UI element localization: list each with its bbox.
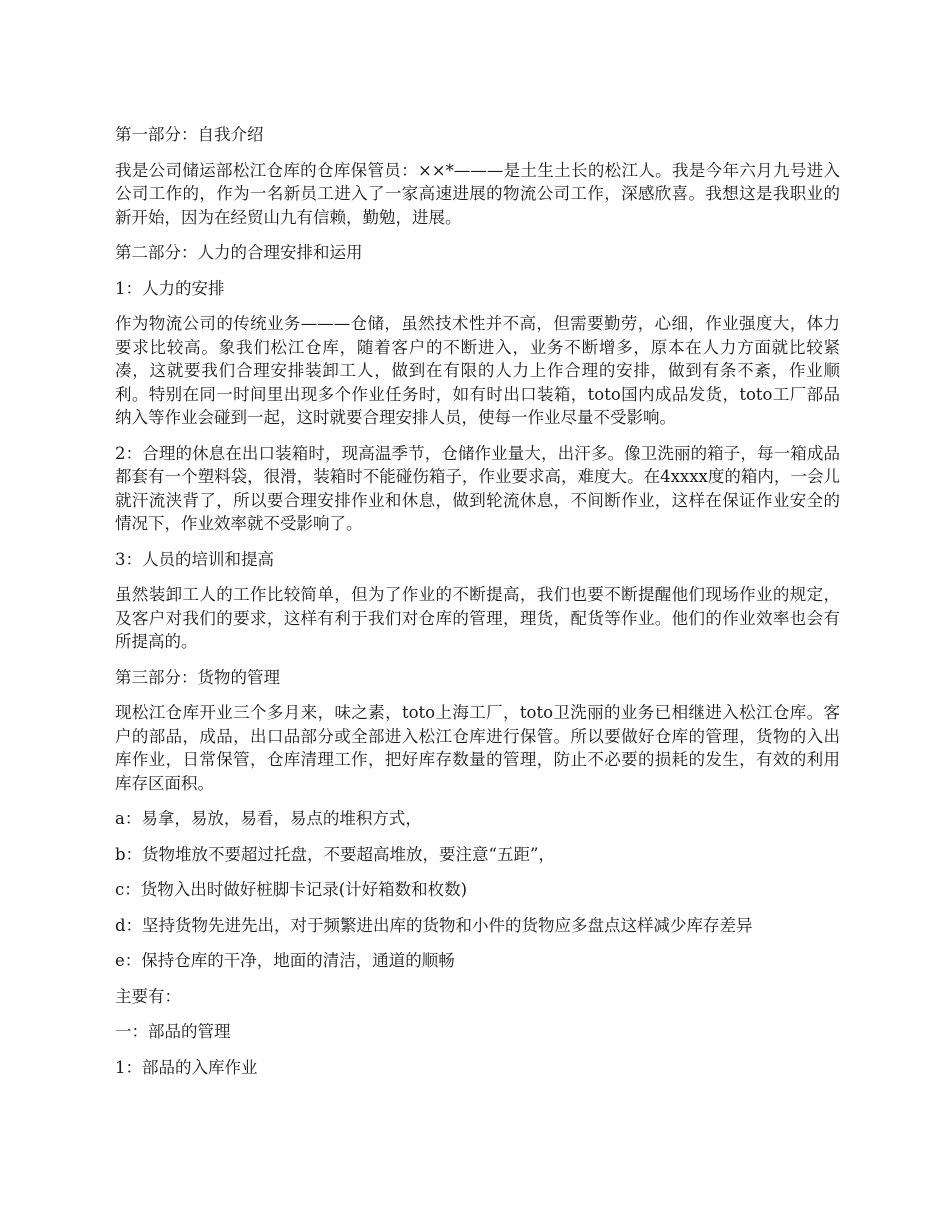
subheading-parts-inbound: 1：部品的入库作业 <box>115 1057 258 1077</box>
paragraph-main-items: 主要有： <box>115 986 181 1006</box>
subheading-parts-management: 一：部品的管理 <box>115 1022 231 1041</box>
paragraph-goods-management: 现松江仓库开业三个多月来，味之素，toto上海工厂，toto卫洗丽的业务已相继进入松江仓库。客户的部品，成品，出口品部分或全部进入松江仓库进行保管。所以要做好仓库的管理，货物的入出库作业，日常保管，仓库清理工作，把好库存数量的管理，防止不必要的损耗的发生，有效的利用库存区面积。 <box>115 703 840 793</box>
list-item-b: b：货物堆放不要超过托盘，不要超高堆放，要注意“五距”， <box>115 844 555 864</box>
list-item-d: d：坚持货物先进先出，对于频繁进出库的货物和小件的货物应多盘点这样减少库存差异 <box>115 915 753 935</box>
paragraph-rest-arrangement: 2：合理的休息在出口装箱时，现高温季节，仓储作业量大，出汗多。像卫洗丽的箱子，每一箱成品都套有一个塑料袋，很滑，装箱时不能碰伤箱子，作业要求高，难度大。在4xxxx度的箱内，一会儿就汗流浃背了，所以要合理安排作业和休息，做到轮流休息，不间断作业，这样在保证作业安全的情况下，作业效率就不受影响了。 <box>115 443 840 533</box>
subheading-manpower-arrangement: 1：人力的安排 <box>115 278 225 298</box>
list-item-a: a：易拿，易放，易看，易点的堆积方式， <box>115 809 422 828</box>
paragraph-training: 虽然装卸工人的工作比较简单，但为了作业的不断提高，我们也要不断提醒他们现场作业的规定，及客户对我们的要求，这样有利于我们对仓库的管理，理货，配货等作业。他们的作业效率也会有所提高的。 <box>115 585 840 651</box>
section-heading-manpower: 第二部分：人力的合理安排和运用 <box>115 243 363 262</box>
subheading-training: 3：人员的培训和提高 <box>115 549 274 569</box>
section-heading-goods-management: 第三部分：货物的管理 <box>115 667 280 687</box>
list-item-e: e：保持仓库的干净，地面的清洁，通道的顺畅 <box>115 951 455 970</box>
section-heading-self-intro: 第一部分：自我介绍 <box>115 125 264 144</box>
paragraph-self-intro: 我是公司储运部松江仓库的仓库保管员：××*———是土生土长的松江人。我是今年六月九号进入公司工作的，作为一名新员工进入了一家高速进展的物流公司工作，深感欣喜。我想这是我职业的新开始，因为在经贸山九有信赖，勤勉，进展。 <box>115 160 840 227</box>
list-item-c: c：货物入出时做好桩脚卡记录(计好箱数和枚数) <box>115 880 468 899</box>
document-body <box>115 123 840 1091</box>
paragraph-manpower-arrangement: 作为物流公司的传统业务———仓储，虽然技术性并不高，但需要勤劳，心细，作业强度大，体力要求比较高。象我们松江仓库，随着客户的不断进入，业务不断增多，原本在人力方面就比较紧凑，这就要我们合理安排装卸工人，做到在有限的人力上作合理的安排，做到有条不紊，作业顺利。特别在同一时间里出现多个作业任务时，如有时出口装箱，toto国内成品发货，toto工厂部品纳入等作业会碰到一起，这时就要合理安排人员，使每一作业尽量不受影响。 <box>115 314 840 427</box>
